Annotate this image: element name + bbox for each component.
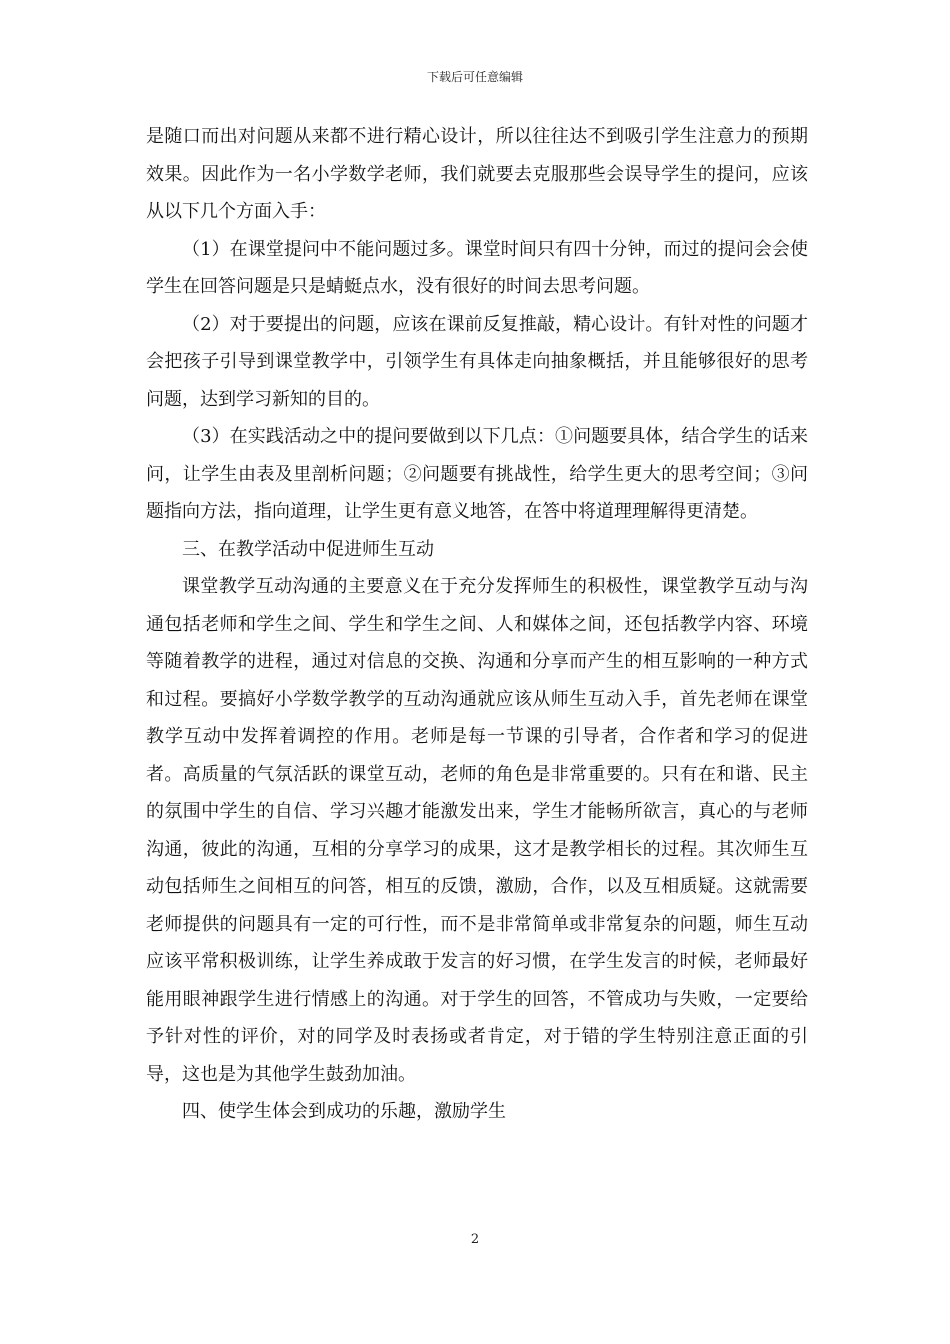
paragraph-point-1: （1）在课堂提问中不能问题过多。课堂时间只有四十分钟，而过的提问会会使学生在回答问题是只是蜻蜓点水，没有很好的时间去思考问题。 — [146, 238, 808, 297]
page-number: 2 — [470, 1232, 480, 1247]
page-header: 下载后可任意编辑 — [426, 70, 523, 84]
section-heading-4: 四、使学生体会到成功的乐趣，激励学生 — [182, 1101, 506, 1122]
section-heading-3: 三、在教学活动中促进师生互动 — [182, 538, 434, 560]
paragraph-continuation: 是随口而出对问题从来都不进行精心设计，所以往往达不到吸引学生注意力的预期效果。因此作为一名小学数学老师，我们就要去克服那些会误导学生的提问，应该从以下几个方面入手： — [146, 126, 808, 222]
paragraph-interaction: 课堂教学互动沟通的主要意义在于充分发挥师生的积极性，课堂教学互动与沟通包括老师和学生之间、学生和学生之间、人和媒体之间，还包括教学内容、环境等随着教学的进程，通过对信息的交换、沟通和分享而产生的相互影响的一种方式和过程。要搞好小学数学教学的互动沟通就应该从师生互动入手，首先老师在课堂教学互动中发挥着调控的作用。老师是每一节课的引导者，合作者和学习的促进者。高质量的气氛活跃的课堂互动，老师的角色是非常重要的。只有在和谐、民主的氛围中学生的自信、学习兴趣才能激发出来，学生才能畅所欲言，真心的与老师沟通，彼此的沟通，互相的分享学习的成果，这才是教学相长的过程。其次师生互动包括师生之间相互的问答，相互的反馈，激励，合作，以及互相质疑。这就需要老师提供的问题具有一定的可行性，而不是非常简单或非常复杂的问题，师生互动应该平常积极训练，让学生养成敢于发言的好习惯，在学生发言的时候，老师最好能用眼神跟学生进行情感上的沟通。对于学生的回答，不管成功与失败，一定要给予针对性的评价，对的同学及时表扬或者肯定，对于错的学生特别注意正面的引导，这也是为其他学生鼓劲加油。 — [146, 576, 808, 1085]
document-body — [146, 118, 808, 1131]
paragraph-point-2: （2）对于要提出的问题，应该在课前反复推敲，精心设计。有针对性的问题才会把孩子引导到课堂教学中，引领学生有具体走向抽象概括，并且能够很好的思考问题，达到学习新知的目的。 — [146, 313, 808, 410]
paragraph-point-3: （3）在实践活动之中的提问要做到以下几点：①问题要具体，结合学生的话来问，让学生由表及里剖析问题；②问题要有挑战性，给学生更大的思考空间；③问题指向方法，指向道理，让学生更有意义地答，在答中将道理理解得更清楚。 — [146, 426, 808, 522]
